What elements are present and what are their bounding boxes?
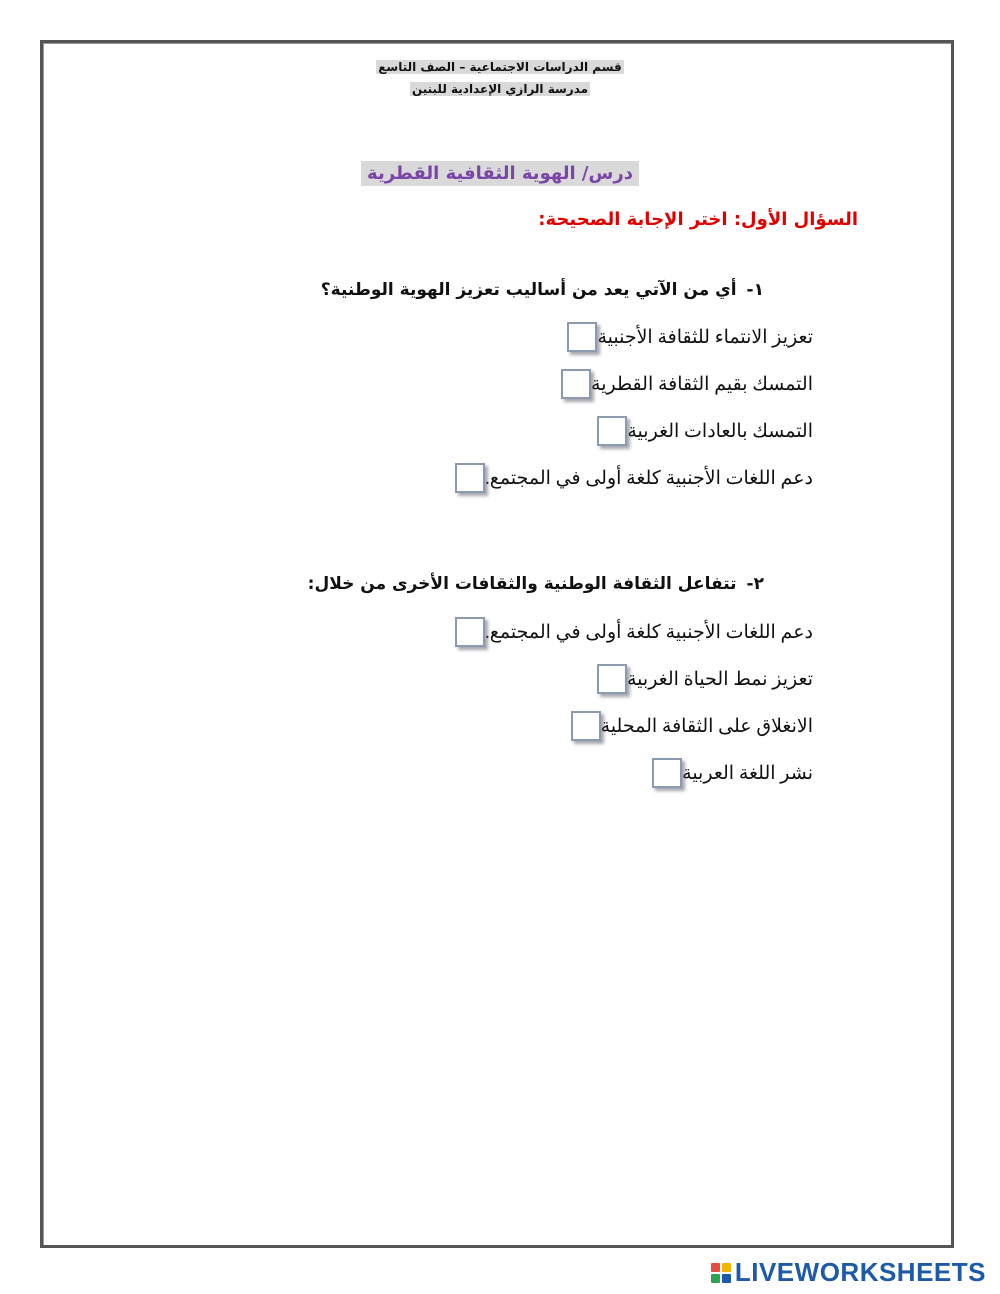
answer-checkbox[interactable] [455, 463, 485, 493]
section-title: السؤال الأول: اختر الإجابة الصحيحة: [538, 209, 858, 230]
option-label: التمسك بالعادات الغربية [627, 420, 813, 442]
brand-name: LIVEWORKSHEETS [734, 1257, 986, 1287]
question-number: ٢- [746, 574, 764, 594]
option-row [567, 319, 855, 355]
option-label: تعزيز نمط الحياة الغربية [626, 668, 813, 690]
liveworksheets-logo [711, 1257, 986, 1288]
question-number: ١- [746, 280, 764, 300]
logo-square [722, 1274, 731, 1283]
question-2 [308, 574, 764, 594]
answer-checkbox[interactable] [561, 369, 591, 399]
question-1 [321, 280, 764, 300]
answer-checkbox[interactable] [597, 664, 627, 694]
answer-checkbox[interactable] [652, 758, 682, 788]
school-header: مدرسة الرازي الإعدادية للبنين [411, 82, 589, 96]
answer-checkbox[interactable] [455, 617, 485, 647]
answer-checkbox[interactable] [567, 322, 597, 352]
option-row [571, 708, 855, 744]
option-row [455, 460, 855, 496]
option-row [597, 661, 855, 697]
option-row [597, 413, 855, 449]
logo-grid-icon [711, 1263, 731, 1283]
option-label: الانغلاق على الثقافة المحلية [600, 715, 813, 737]
logo-square [722, 1263, 731, 1272]
answer-checkbox[interactable] [597, 416, 627, 446]
option-row [455, 614, 855, 650]
option-row [561, 366, 855, 402]
logo-square [711, 1263, 720, 1272]
option-label: التمسك بقيم الثقافة القطرية [591, 373, 813, 395]
option-label: دعم اللغات الأجنبية كلغة أولى في المجتمع. [485, 621, 813, 643]
question-text: أي من الآتي يعد من أساليب تعزيز الهوية الوطنية؟ [320, 280, 737, 300]
option-label: دعم اللغات الأجنبية كلغة أولى في المجتمع. [485, 467, 813, 489]
lesson-title: درس/ الهوية الثقافية القطرية [0, 163, 1000, 184]
department-header: قسم الدراسات الاجتماعية – الصف التاسع [378, 60, 622, 74]
option-row [652, 755, 855, 791]
logo-square [711, 1274, 720, 1283]
option-label: تعزيز الانتماء للثقافة الأجنبية [597, 326, 813, 348]
question-text: تتفاعل الثقافة الوطنية والثقافات الأخرى من خلال: [307, 574, 737, 594]
answer-checkbox[interactable] [571, 711, 601, 741]
option-label: نشر اللغة العربية [682, 762, 813, 784]
